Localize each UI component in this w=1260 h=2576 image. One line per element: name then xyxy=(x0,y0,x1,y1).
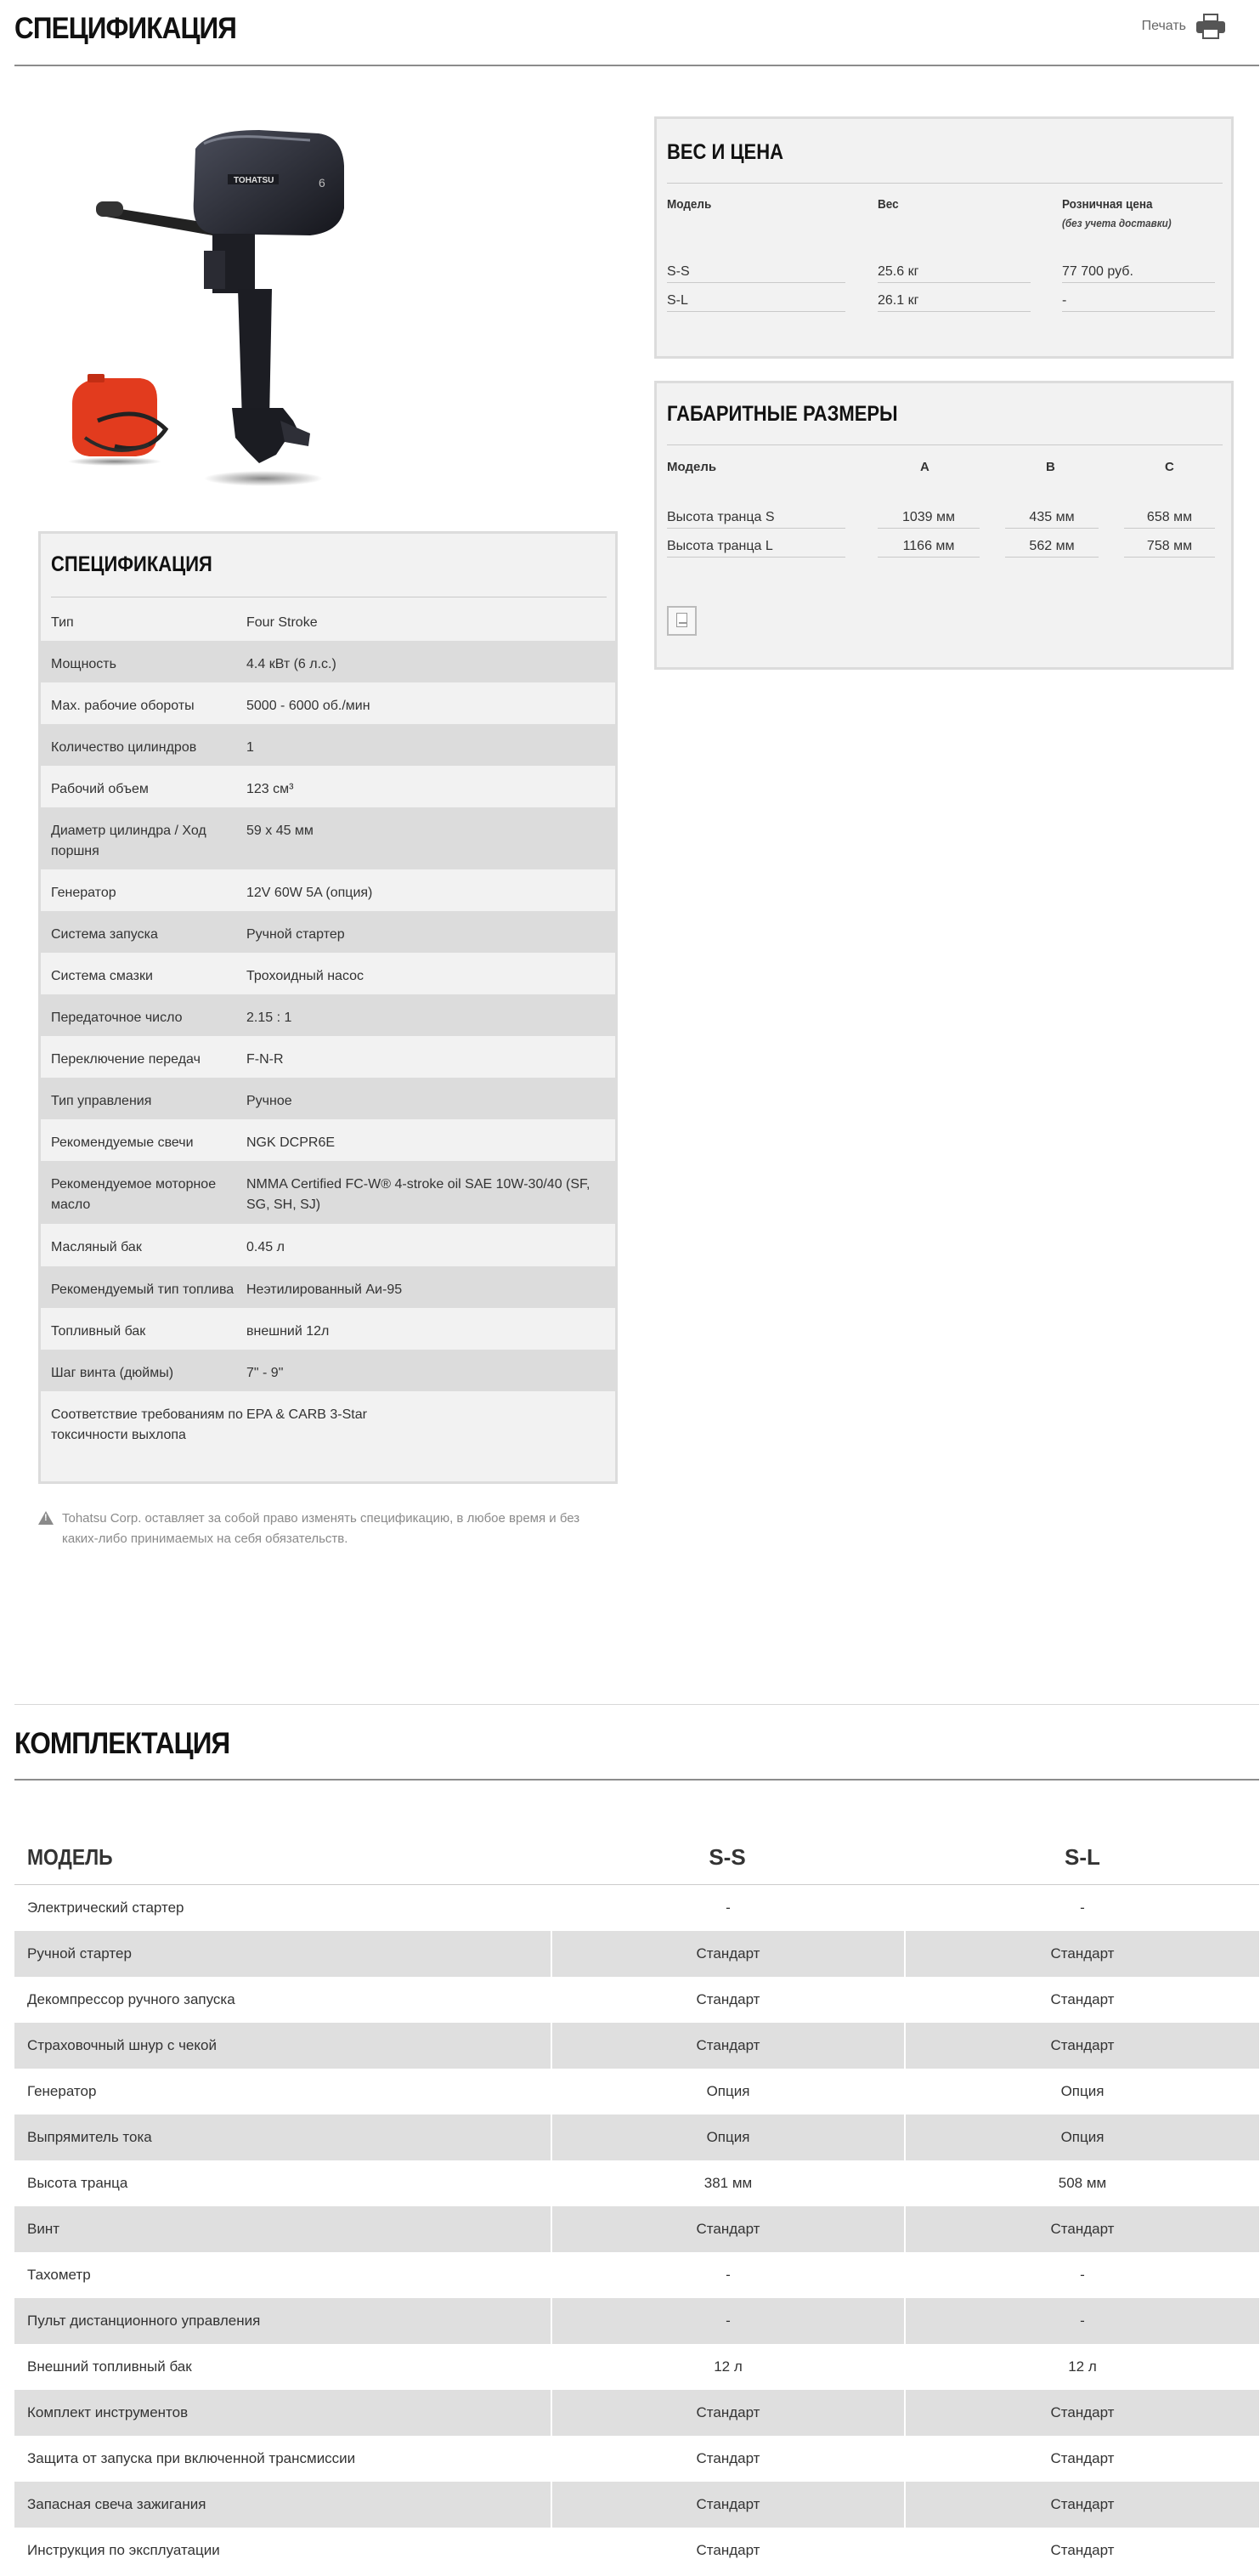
spec-row xyxy=(41,807,615,869)
col-model: МОДЕЛЬ xyxy=(27,1844,113,1870)
eq-ss: Стандарт xyxy=(551,1931,904,1977)
spec-row xyxy=(41,599,615,641)
spec-key: Тип управления xyxy=(51,1094,152,1108)
eq-name: Внешний топливный бак xyxy=(27,2358,192,2375)
section-separator xyxy=(14,1704,1259,1705)
col-price: Розничная цена xyxy=(1062,197,1153,212)
spec-value: NGK DCPR6E xyxy=(246,1135,336,1150)
col-price-note: (без учета доставки) xyxy=(1062,217,1172,229)
spec-key: Топливный бак xyxy=(51,1324,146,1339)
spec-value: Неэтилированный Аи-95 xyxy=(246,1282,403,1297)
eq-sl: Стандарт xyxy=(906,1931,1259,1977)
eq-ss: Стандарт xyxy=(551,2023,904,2069)
eq-sl: Опция xyxy=(906,2115,1259,2160)
eq-name: Страховочный шнур с чекой xyxy=(14,2023,551,2069)
document-icon[interactable] xyxy=(667,606,697,636)
eq-name: Электрический стартер xyxy=(27,1899,184,1916)
disclaimer xyxy=(38,1509,616,1549)
spec-row xyxy=(41,724,615,766)
weight-price-card xyxy=(654,116,1234,359)
equipment-table xyxy=(14,1826,1259,2573)
eq-ss: Опция xyxy=(551,2069,904,2115)
spec-value: 12V 60W 5A (опция) xyxy=(246,886,373,900)
divider xyxy=(667,444,1223,445)
spec-key: Рекомендуемое моторное масло xyxy=(51,1177,217,1212)
print-label: Печать xyxy=(1141,19,1186,33)
print-button[interactable] xyxy=(1142,14,1225,39)
spec-key: Тип xyxy=(51,615,74,630)
eq-sl: Стандарт xyxy=(1050,1991,1115,2007)
table-header xyxy=(14,1826,1259,1885)
eq-name: Запасная свеча зажигания xyxy=(14,2482,551,2528)
eq-name: Декомпрессор ручного запуска xyxy=(27,1991,235,2007)
table-row xyxy=(14,2482,1259,2528)
spec-key: Мощность xyxy=(51,657,116,671)
eq-name: Защита от запуска при включенной трансмиссии xyxy=(27,2450,356,2466)
table-row xyxy=(14,2206,1259,2252)
eq-sl: Опция xyxy=(1060,2083,1105,2099)
table-row xyxy=(14,1885,1259,1931)
table-row xyxy=(14,2023,1259,2069)
eq-ss: 381 мм xyxy=(551,2160,904,2206)
divider xyxy=(667,183,1223,184)
eq-sl: Стандарт xyxy=(906,2023,1259,2069)
spec-value: NMMA Certified FC-W® 4-stroke oil SAE 10W-30/40 (SF, SG, SH, SJ) xyxy=(246,1177,590,1212)
eq-ss: 12 л xyxy=(551,2344,904,2390)
spec-row xyxy=(41,1078,615,1119)
spec-value: Ручной стартер xyxy=(246,927,345,942)
spec-value: 5000 - 6000 об./мин xyxy=(246,699,370,713)
spec-key: Мах. рабочие обороты xyxy=(51,699,195,713)
outboard-motor-image xyxy=(38,81,467,506)
eq-name: Высота транца xyxy=(27,2175,128,2191)
spec-value: внешний 12л xyxy=(246,1324,330,1339)
table-row xyxy=(14,2160,1259,2206)
spec-key: Рабочий объем xyxy=(51,782,149,796)
eq-ss: Опция xyxy=(551,2115,904,2160)
spec-key: Масляный бак xyxy=(51,1240,142,1254)
wp-price: - xyxy=(1062,293,1215,312)
eq-sl: - xyxy=(1080,2267,1085,2283)
eq-name: Винт xyxy=(14,2206,551,2252)
eq-name: Пульт дистанционного управления xyxy=(14,2298,551,2344)
spec-key: Соответствие требованиям по токсичности выхлопа xyxy=(51,1407,243,1442)
dimensions-title: ГАБАРИТНЫЕ РАЗМЕРЫ xyxy=(667,402,898,426)
spec-row xyxy=(41,766,615,807)
eq-sl: Стандарт xyxy=(1050,2450,1115,2466)
wp-weight: 25.6 кг xyxy=(878,264,1031,283)
eq-ss: Стандарт xyxy=(551,2390,904,2436)
spec-row xyxy=(41,1036,615,1078)
eq-ss: Стандарт xyxy=(551,2206,904,2252)
spec-row xyxy=(41,869,615,911)
col-b: B xyxy=(1046,460,1055,474)
table-row xyxy=(14,2069,1259,2115)
eq-sl: 12 л xyxy=(1068,2358,1097,2375)
wp-price: 77 700 руб. xyxy=(1062,264,1215,283)
spec-row xyxy=(41,682,615,724)
dim-c: 658 мм xyxy=(1124,510,1215,529)
spec-key: Переключение передач xyxy=(51,1052,201,1067)
spec-value: Трохоидный насос xyxy=(246,969,364,983)
col-model: Модель xyxy=(667,197,712,212)
dim-b: 435 мм xyxy=(1005,510,1099,529)
table-row xyxy=(14,2436,1259,2482)
spec-title: СПЕЦИФИКАЦИЯ xyxy=(51,552,212,576)
spec-row xyxy=(41,1161,615,1224)
dim-c: 758 мм xyxy=(1124,539,1215,558)
eq-sl: 508 мм xyxy=(1058,2175,1107,2191)
spec-key: Рекомендуемый тип топлива xyxy=(51,1282,234,1297)
brand-text: TOHATSU xyxy=(234,176,274,185)
printer-icon xyxy=(1196,14,1225,39)
eq-sl: - xyxy=(1080,1899,1085,1916)
dim-model: Высота транца L xyxy=(667,539,845,558)
spec-key: Шаг винта (дюймы) xyxy=(51,1366,174,1380)
table-row xyxy=(14,1931,1259,1977)
page-header xyxy=(14,0,1259,66)
eq-name: Тахометр xyxy=(27,2267,91,2283)
spec-rows xyxy=(41,599,615,1468)
spec-key: Рекомендуемые свечи xyxy=(51,1135,194,1150)
weight-price-title: ВЕС И ЦЕНА xyxy=(667,140,784,164)
table-row xyxy=(14,2528,1259,2573)
spec-value: 7" - 9" xyxy=(246,1366,284,1380)
spec-row xyxy=(41,641,615,682)
dim-a: 1039 мм xyxy=(878,510,980,529)
spec-value: 0.45 л xyxy=(246,1240,285,1254)
wp-weight: 26.1 кг xyxy=(878,293,1031,312)
eq-ss: - xyxy=(551,2252,904,2298)
model-number: 6 xyxy=(319,176,325,190)
dimensions-card xyxy=(654,381,1234,670)
spec-row xyxy=(41,911,615,953)
table-row xyxy=(14,2252,1259,2298)
product-image xyxy=(38,81,467,506)
table-row xyxy=(14,2390,1259,2436)
eq-name: Выпрямитель тока xyxy=(14,2115,551,2160)
spec-row xyxy=(41,953,615,994)
eq-ss: - xyxy=(551,1885,904,1931)
table-row xyxy=(14,2344,1259,2390)
eq-name: Комплект инструментов xyxy=(14,2390,551,2436)
spec-row xyxy=(41,994,615,1036)
disclaimer-text: Tohatsu Corp. оставляет за собой право изменять спецификацию, в любое время и без каких-либо принимаемых на себя обязательств. xyxy=(62,1511,580,1546)
col-weight: Вес xyxy=(878,197,899,212)
eq-sl: - xyxy=(906,2298,1259,2344)
dim-b: 562 мм xyxy=(1005,539,1099,558)
warning-icon xyxy=(38,1511,54,1525)
spec-row xyxy=(41,1391,615,1468)
table-row xyxy=(14,1977,1259,2023)
eq-sl: Стандарт xyxy=(906,2482,1259,2528)
eq-ss: Стандарт xyxy=(551,2482,904,2528)
eq-ss: - xyxy=(551,2298,904,2344)
eq-name: Инструкция по эксплуатации xyxy=(27,2542,220,2558)
spec-value: 59 x 45 мм xyxy=(246,824,314,838)
spec-card xyxy=(38,531,618,1484)
page-title: СПЕЦИФИКАЦИЯ xyxy=(14,12,237,45)
spec-value: 1 xyxy=(246,740,254,755)
col-ss: S-S xyxy=(709,1844,746,1870)
wp-model: S-S xyxy=(667,264,845,283)
spec-value: 123 см³ xyxy=(246,782,294,796)
eq-ss: Стандарт xyxy=(551,2528,904,2573)
table-row xyxy=(14,2298,1259,2344)
eq-name: Генератор xyxy=(27,2083,97,2099)
spec-value: 2.15 : 1 xyxy=(246,1011,292,1025)
spec-key: Диаметр цилиндра / Ход поршня xyxy=(51,824,206,858)
spec-row xyxy=(41,1266,615,1308)
col-model: Модель xyxy=(667,460,717,474)
spec-key: Передаточное число xyxy=(51,1011,183,1025)
spec-value: Ручное xyxy=(246,1094,292,1108)
eq-sl: Стандарт xyxy=(906,2390,1259,2436)
col-sl: S-L xyxy=(1065,1844,1100,1870)
spec-key: Генератор xyxy=(51,886,116,900)
equipment-title: КОМПЛЕКТАЦИЯ xyxy=(14,1727,230,1760)
dim-model: Высота транца S xyxy=(667,510,845,529)
spec-row xyxy=(41,1119,615,1161)
spec-key: Количество цилиндров xyxy=(51,740,197,755)
wp-model: S-L xyxy=(667,293,845,312)
eq-ss: Стандарт xyxy=(551,1977,904,2023)
eq-name: Ручной стартер xyxy=(14,1931,551,1977)
eq-ss: Стандарт xyxy=(551,2436,904,2482)
spec-value: 4.4 кВт (6 л.с.) xyxy=(246,657,336,671)
table-row xyxy=(14,2115,1259,2160)
spec-key: Система запуска xyxy=(51,927,158,942)
spec-value: EPA & CARB 3-Star xyxy=(246,1407,367,1422)
spec-row xyxy=(41,1308,615,1350)
spec-value: Four Stroke xyxy=(246,615,318,630)
spec-row xyxy=(41,1350,615,1391)
dim-a: 1166 мм xyxy=(878,539,980,558)
equipment-header xyxy=(14,1717,1259,1781)
eq-sl: Стандарт xyxy=(1050,2542,1115,2558)
col-c: C xyxy=(1165,460,1174,474)
spec-row xyxy=(41,1224,615,1266)
spec-key: Система смазки xyxy=(51,969,153,983)
spec-value: F-N-R xyxy=(246,1052,284,1067)
col-a: A xyxy=(920,460,929,474)
eq-sl: Стандарт xyxy=(906,2206,1259,2252)
